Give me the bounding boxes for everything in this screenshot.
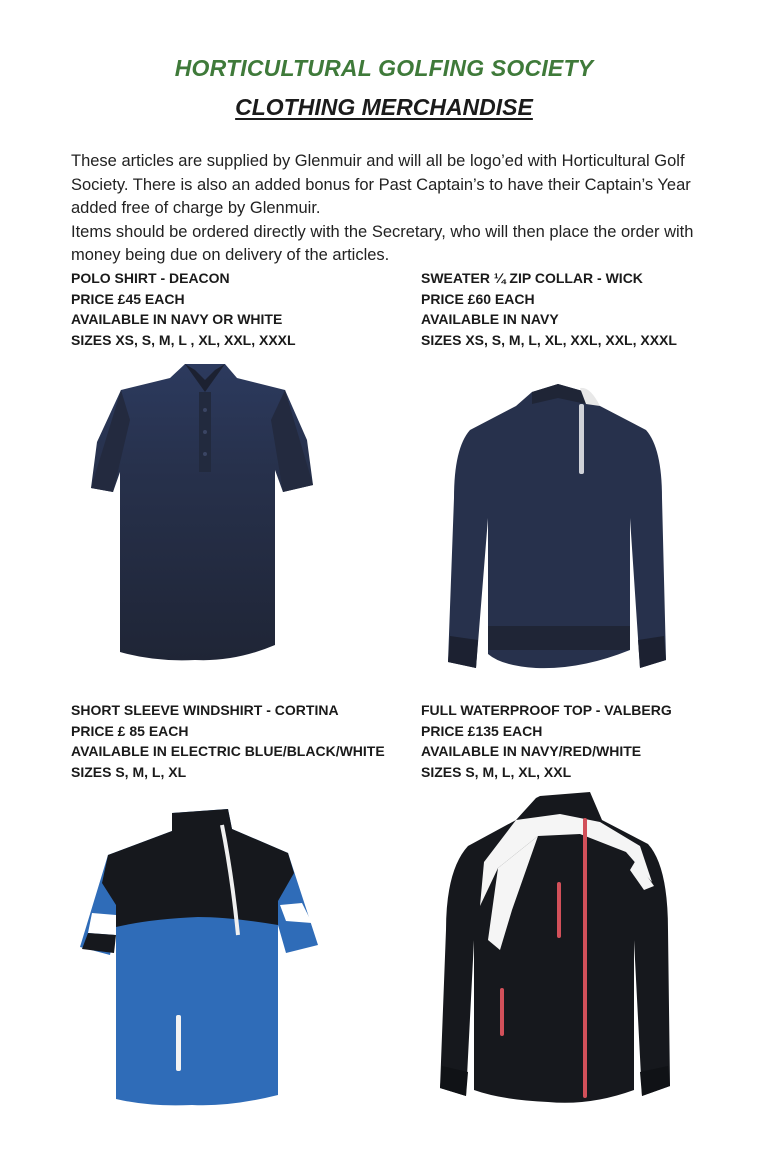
product-name: SWEATER ¼ ZIP COLLAR - WICK xyxy=(421,270,643,286)
product-availability: AVAILABLE IN ELECTRIC BLUE/BLACK/WHITE xyxy=(71,743,385,759)
product-name: FULL WATERPROOF TOP - VALBERG xyxy=(421,702,672,718)
product-price: PRICE £45 EACH xyxy=(71,290,185,307)
page-subtitle: CLOTHING MERCHANDISE xyxy=(235,94,533,120)
product-sizes: SIZES S, M, L, XL xyxy=(71,763,187,780)
product-sizes: SIZES XS, S, M, L , XL, XXL, XXXL xyxy=(71,331,296,348)
product-availability: AVAILABLE IN NAVY/RED/WHITE xyxy=(421,743,642,759)
product-price: PRICE £135 EACH xyxy=(421,722,543,739)
product-sizes: SIZES XS, S, M, L, XL, XXL, XXL, XXXL xyxy=(421,331,677,348)
page-title: HORTICULTURAL GOLFING SOCIETY xyxy=(174,55,594,81)
product-price: PRICE £ 85 EACH xyxy=(71,722,189,739)
product-price: PRICE £60 EACH xyxy=(421,290,535,307)
product-spec-sweater xyxy=(421,268,677,350)
product-spec-windshirt xyxy=(71,700,385,782)
intro-text xyxy=(71,150,731,268)
intro-paragraph-1: These articles are supplied by Glenmuir and will all be logo’ed with Horticultural Golf Society. There is also an added bonus for Past Captain’s to have their Captain’s Year added free of charge by Glenmuir. xyxy=(71,152,691,217)
product-availability: AVAILABLE IN NAVY OR WHITE xyxy=(71,311,283,327)
product-availability: AVAILABLE IN NAVY xyxy=(421,311,559,327)
polo-shirt-image xyxy=(85,360,320,670)
intro-paragraph-2: Items should be ordered directly with the Secretary, who will then place the order with money being due on delivery of the articles. xyxy=(71,222,694,264)
product-name: SHORT SLEEVE WINDSHIRT - CORTINA xyxy=(71,702,339,718)
windshirt-image xyxy=(80,805,325,1110)
sweater-image xyxy=(440,378,675,673)
product-spec-polo xyxy=(71,268,296,350)
product-spec-waterproof xyxy=(421,700,672,782)
product-name: POLO SHIRT - DEACON xyxy=(71,270,230,286)
product-sizes: SIZES S, M, L, XL, XXL xyxy=(421,763,572,780)
waterproof-top-image xyxy=(440,790,675,1108)
